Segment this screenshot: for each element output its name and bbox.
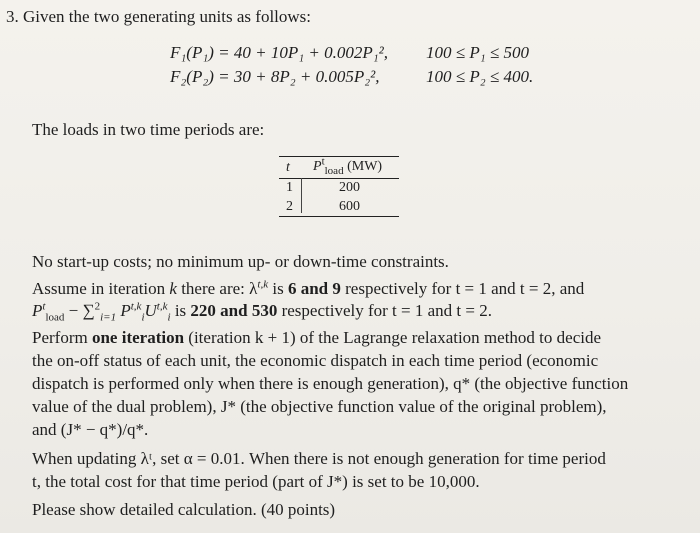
unit1-cost: F₁(P₁) = 40 + 10P₁ + 0.002P₁², bbox=[170, 43, 389, 62]
perform-line-1: Perform one iteration (iteration k + 1) of the Lagrange relaxation method to decide bbox=[32, 328, 602, 347]
update-line-2: t, the total cost for that time period (part of J*) is set to be 10,000. bbox=[32, 472, 480, 491]
unit1-equation bbox=[170, 43, 388, 63]
problem-intro-text: Given the two generating units as follows: bbox=[23, 7, 312, 26]
table-row-2-t: 2 bbox=[286, 199, 293, 214]
iteration-assumption-line-1: Assume in iteration k there are: $\lambda^{t,k}$ is 6 and 9 respectively for t = 1 and t = 2, and bbox=[32, 278, 585, 298]
perform-line-3: dispatch is performed only when there is enough generation), q* (the objective function bbox=[32, 374, 629, 393]
table-header-load: $P^t_{load}$ (MW) bbox=[313, 155, 383, 177]
table-vertical-rule bbox=[301, 178, 302, 213]
table-bottom-rule bbox=[279, 216, 399, 217]
perform-line-5: and (J* − q*)/q*. bbox=[32, 420, 149, 439]
unit2-range: 100 ≤ P₂ ≤ 400. bbox=[426, 67, 534, 86]
perform-line-4: value of the dual problem), J* (the objective function value of the original problem), bbox=[32, 397, 607, 416]
perform-line-2: the on-off status of each unit, the economic dispatch in each time period (economic bbox=[32, 351, 599, 370]
loads-intro: The loads in two time periods are: bbox=[32, 120, 265, 139]
table-row-2-load: 600 bbox=[339, 199, 360, 214]
problem-intro bbox=[6, 7, 311, 27]
table-row-1-t: 1 bbox=[286, 180, 293, 195]
final-instruction: Please show detailed calculation. (40 points) bbox=[32, 500, 336, 519]
table-top-rule bbox=[279, 156, 399, 157]
constraints-paragraph: No start-up costs; no minimum up- or down-time constraints. bbox=[32, 252, 449, 271]
iteration-assumption-line-2: $P^t_{load} - \sum^2_{i=1}$ $P^{t,k}_iU^{t,k}_i$ is 220 and 530 respectively for t = 1 and t = 2. bbox=[32, 300, 492, 324]
table-row-1-load: 200 bbox=[339, 180, 360, 195]
problem-number: 3. bbox=[6, 7, 19, 26]
update-line-1: When updating λᵗ, set α = 0.01. When there is not enough generation for time period bbox=[32, 449, 606, 468]
unit1-range: 100 ≤ P₁ ≤ 500 bbox=[426, 43, 529, 62]
unit2-equation bbox=[170, 67, 380, 87]
unit2-cost: F₂(P₂) = 30 + 8P₂ + 0.005P₂², bbox=[170, 67, 380, 86]
table-header-t: t bbox=[286, 160, 290, 175]
